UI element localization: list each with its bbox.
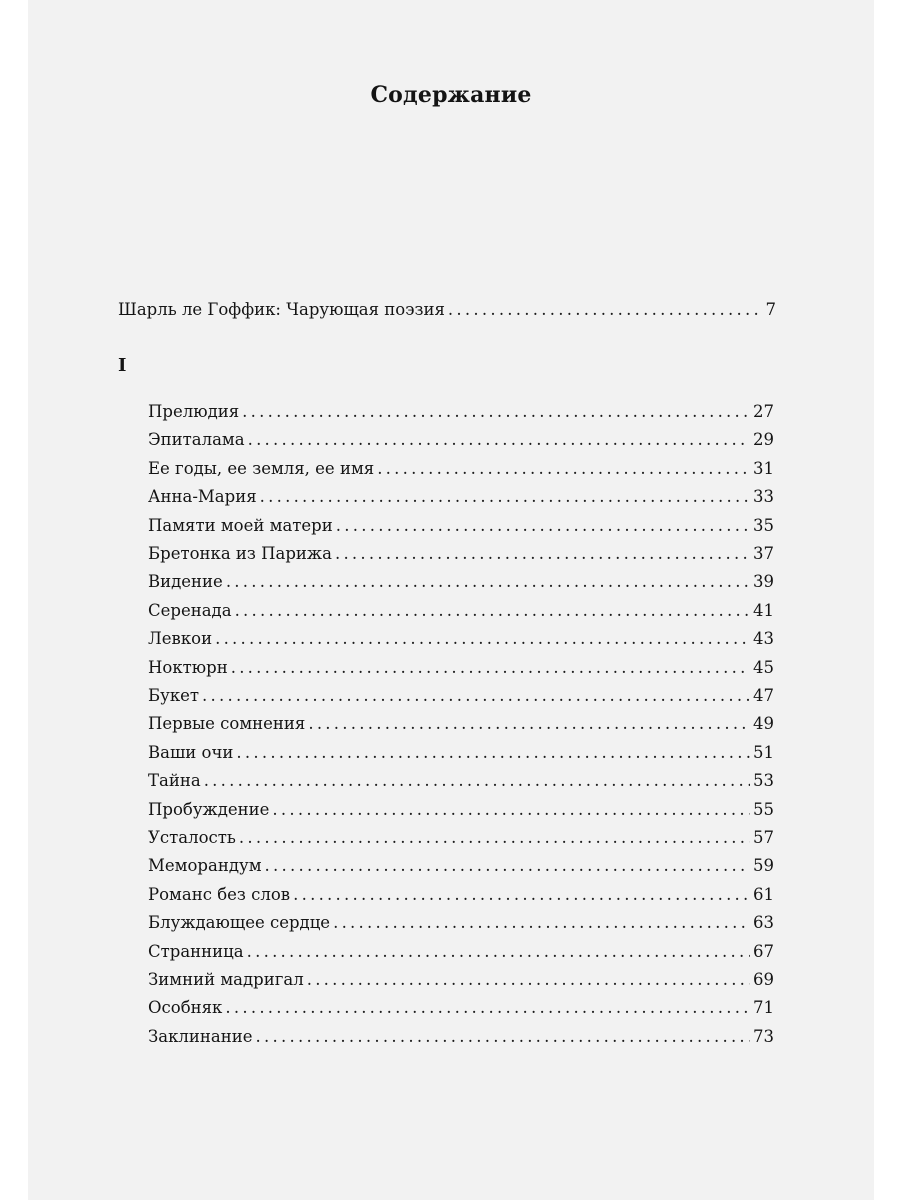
dot-leader [247,942,750,962]
toc-entry-page: 45 [753,657,774,677]
toc-entry-page: 35 [753,515,774,535]
toc-entry [148,430,774,452]
dot-leader [335,544,750,564]
toc-entry-page: 41 [753,600,774,620]
dot-leader [204,771,750,791]
toc-entry-label: Романс без слов [148,884,291,904]
dot-leader [236,743,750,763]
dot-leader [448,300,763,320]
toc-entry-label: Заклинание [148,1026,253,1046]
toc-entry-page: 61 [753,884,774,904]
toc-entry [148,601,774,623]
toc-entry-page: 33 [753,487,774,507]
toc-entry-page: 47 [753,686,774,705]
toc-entry [148,516,774,538]
dot-leader [308,714,750,734]
toc-entry-label: Бретонка из Парижа [148,544,332,563]
dot-leader [377,459,750,479]
toc-entry-page: 67 [753,941,774,961]
toc-entry-page: 29 [753,430,774,450]
toc-entry-label: Шарль ле Гоффик: Чарующая поэзия [118,300,445,319]
toc-entry [148,544,774,566]
dot-leader [225,998,750,1018]
toc-entry-page: 53 [753,771,774,791]
toc-entry [148,998,774,1020]
toc-entry-label: Букет [148,686,200,705]
toc-entry-label: Видение [148,572,223,592]
dot-leader [239,828,750,848]
toc-entry-page: 71 [753,998,774,1018]
toc-entry-label: Тайна [148,771,201,791]
toc-entry-label: Эпиталама [148,430,245,450]
toc-entry-page: 31 [753,458,774,478]
dot-leader [242,402,750,422]
dot-leader [231,658,750,678]
toc-entry-label: Ноктюрн [148,657,228,677]
toc-entry-label: Странница [148,941,244,961]
toc-entry-page: 51 [753,742,774,762]
toc-entry [148,856,774,878]
toc-entry [148,913,774,935]
toc-entry [148,459,774,481]
dot-leader [226,572,750,592]
toc-entry-label: Памяти моей матери [148,515,333,535]
dot-leader [215,629,750,649]
toc-entry-label: Ваши очи [148,742,234,762]
toc-entry-label: Ее годы, ее земля, ее имя [148,458,375,478]
dot-leader [265,856,750,876]
toc-entry-label: Особняк [148,998,223,1018]
toc-entry [148,572,774,594]
dot-leader [272,800,750,820]
toc-entry-page: 39 [753,572,774,592]
dot-leader [248,430,750,450]
toc-entry-preface [118,300,776,322]
toc-entry [148,743,774,765]
toc-entry-label: Пробуждение [148,799,270,819]
toc-entry-page: 27 [753,402,774,421]
toc-entry-page: 55 [753,799,774,819]
toc-entry [148,800,774,822]
dot-leader [202,686,750,706]
toc-entry-label: Усталость [148,828,236,847]
toc-entry [148,970,774,992]
book-page [28,0,874,1200]
page-title: Содержание [370,82,532,108]
toc-entry-page: 43 [753,629,774,649]
dot-leader [235,601,750,621]
toc-entry-page: 57 [753,828,774,847]
toc-entry-page: 73 [753,1026,774,1046]
toc-entry [148,1027,774,1049]
toc-entry-page: 63 [753,913,774,933]
toc-entry [148,686,774,708]
section-heading: I [118,355,127,376]
toc-entry-page: 7 [765,300,776,319]
toc-entry-label: Зимний мадригал [148,970,304,989]
toc-entry-label: Анна-Мария [148,487,257,507]
toc-entry [148,487,774,509]
toc-entry [148,658,774,680]
toc-entry-page: 49 [753,714,774,734]
dot-leader [260,487,750,507]
toc-entry-label: Первые сомнения [148,714,306,734]
toc-entry [148,714,774,736]
toc-entry [148,402,774,424]
dot-leader [293,885,750,905]
toc-entry-label: Прелюдия [148,402,240,421]
toc-entry-page: 37 [753,544,774,563]
toc-entry-label: Левкои [148,629,213,649]
dot-leader [256,1027,750,1047]
toc-entry [148,942,774,964]
toc-entry [148,629,774,651]
toc-entry-label: Меморандум [148,856,262,876]
dot-leader [333,913,750,933]
toc-entry [148,885,774,907]
toc-entry-page: 59 [753,856,774,876]
toc-entry-page: 69 [753,970,774,989]
dot-leader [307,970,750,990]
toc-entry [148,771,774,793]
toc-entry-label: Серенада [148,600,232,620]
toc-entry [148,828,774,850]
toc-entry-label: Блуждающее сердце [148,913,331,933]
dot-leader [336,516,750,536]
